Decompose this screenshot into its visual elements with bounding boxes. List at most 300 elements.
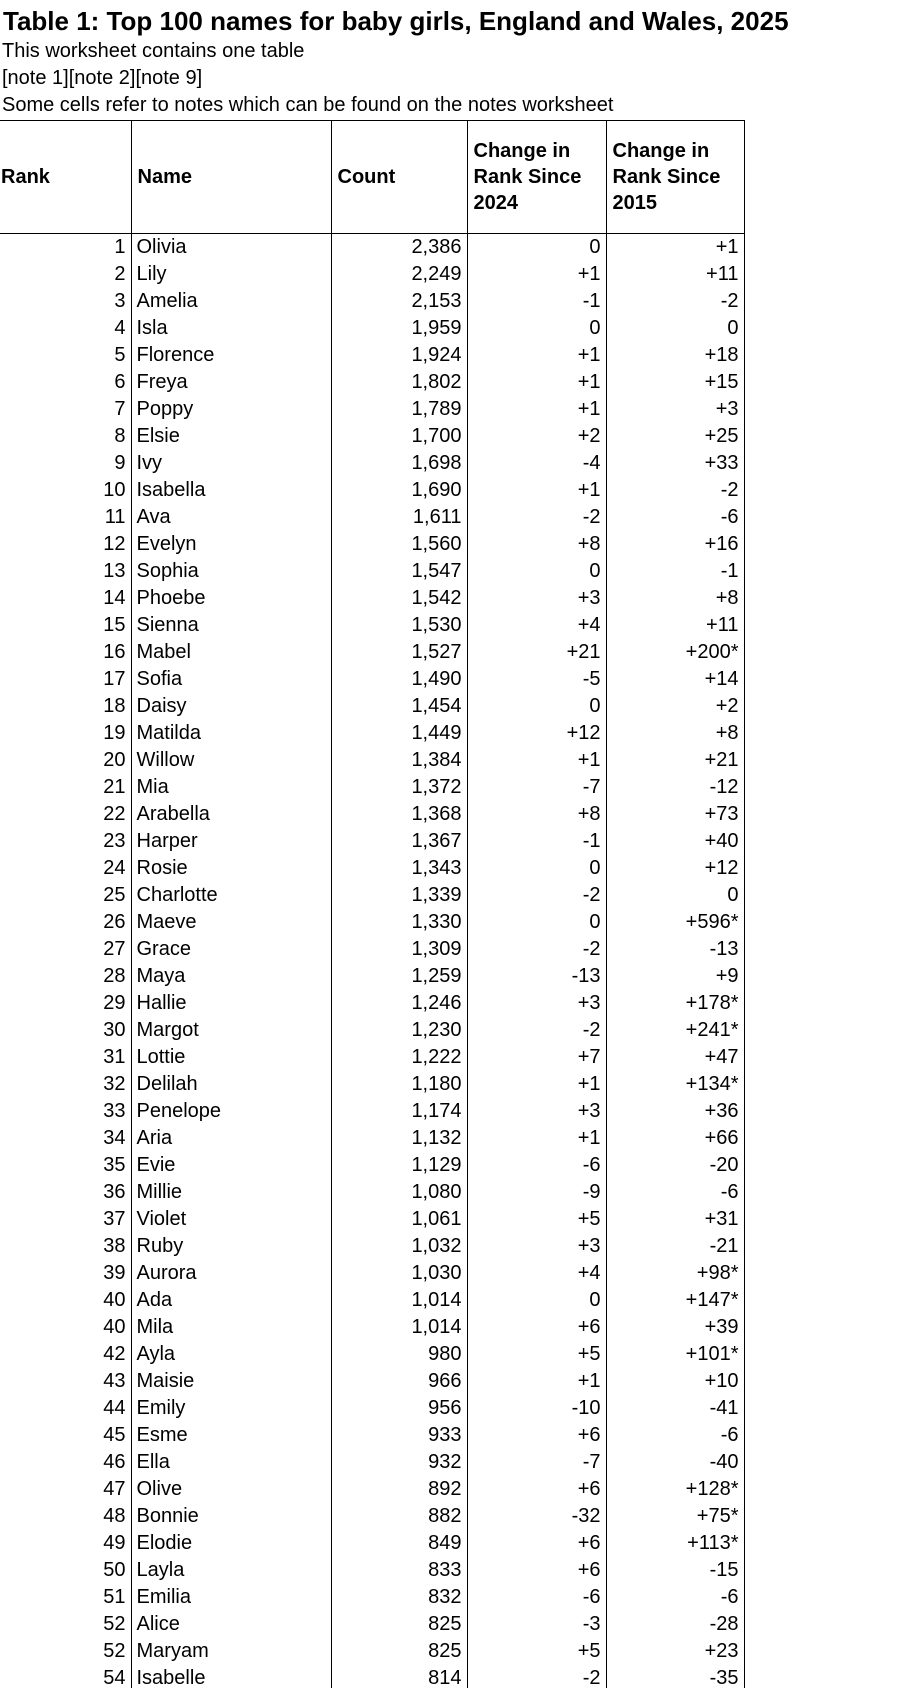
cell-rank[interactable]: 10 [103,479,126,501]
cell-rank[interactable]: 27 [103,938,126,960]
cell-name[interactable]: Matilda [131,720,331,747]
cell-name[interactable]: Isla [131,315,331,342]
cell-change-since-2015[interactable]: -12 [606,774,744,801]
cell-count[interactable]: 1,700 [331,423,467,450]
cell-count[interactable]: 1,061 [331,1206,467,1233]
cell-name[interactable]: Maryam [131,1638,331,1665]
cell-change-since-2015[interactable]: -2 [606,288,744,315]
cell-count[interactable]: 1,454 [331,693,467,720]
cell-rank[interactable]: 13 [103,560,126,582]
table-row [0,1017,744,1044]
cell-name[interactable]: Lottie [131,1044,331,1071]
cell-change-since-2024[interactable]: +21 [467,639,606,666]
cell-change-since-2024[interactable]: 0 [467,1287,606,1314]
cell-change-since-2024[interactable]: -1 [467,288,606,315]
cell-rank[interactable]: 51 [103,1586,126,1608]
cell-count[interactable]: 1,690 [331,477,467,504]
cell-change-since-2024[interactable]: +1 [467,396,606,423]
cell-rank[interactable]: 25 [103,884,126,906]
cell-change-since-2015[interactable]: +47 [606,1044,744,1071]
cell-change-since-2015[interactable]: +75* [606,1503,744,1530]
cell-rank[interactable]: 47 [103,1478,126,1500]
cell-name[interactable]: Mia [131,774,331,801]
cell-change-since-2024[interactable]: +3 [467,1098,606,1125]
cell-rank[interactable]: 12 [103,533,126,555]
cell-count[interactable]: 2,386 [331,234,467,262]
cell-rank[interactable]: 34 [103,1127,126,1149]
cell-name[interactable]: Sofia [131,666,331,693]
cell-count[interactable]: 1,527 [331,639,467,666]
cell-change-since-2015[interactable]: +23 [606,1638,744,1665]
cell-change-since-2024[interactable]: +7 [467,1044,606,1071]
cell-name[interactable]: Emily [131,1395,331,1422]
cell-rank[interactable]: 21 [103,776,126,798]
cell-name[interactable]: Freya [131,369,331,396]
cell-change-since-2024[interactable]: +1 [467,1125,606,1152]
cell-change-since-2015[interactable]: -40 [606,1449,744,1476]
cell-name[interactable]: Margot [131,1017,331,1044]
cell-count[interactable]: 882 [331,1503,467,1530]
header-name[interactable]: Name [131,121,331,234]
cell-change-since-2024[interactable]: -1 [467,828,606,855]
cell-rank[interactable]: 52 [103,1640,126,1662]
cell-change-since-2024[interactable]: +3 [467,990,606,1017]
cell-name[interactable]: Ruby [131,1233,331,1260]
cell-name[interactable]: Ada [131,1287,331,1314]
cell-rank[interactable]: 50 [103,1559,126,1581]
cell-name[interactable]: Bonnie [131,1503,331,1530]
cell-change-since-2015[interactable]: +39 [606,1314,744,1341]
cell-name[interactable]: Poppy [131,396,331,423]
cell-change-since-2024[interactable]: +1 [467,747,606,774]
cell-change-since-2024[interactable]: +5 [467,1206,606,1233]
cell-change-since-2024[interactable]: -2 [467,882,606,909]
cell-rank[interactable]: 3 [114,290,126,312]
cell-name[interactable]: Charlotte [131,882,331,909]
cell-count[interactable]: 1,174 [331,1098,467,1125]
cell-count[interactable]: 1,924 [331,342,467,369]
cell-name[interactable]: Hallie [131,990,331,1017]
cell-count[interactable]: 1,230 [331,1017,467,1044]
cell-name[interactable]: Lily [131,261,331,288]
cell-change-since-2015[interactable]: +241* [606,1017,744,1044]
cell-name[interactable]: Layla [131,1557,331,1584]
cell-rank[interactable]: 43 [103,1370,126,1392]
cell-change-since-2015[interactable]: +25 [606,423,744,450]
cell-change-since-2024[interactable]: +1 [467,1368,606,1395]
cell-change-since-2024[interactable]: +3 [467,585,606,612]
cell-change-since-2024[interactable]: 0 [467,315,606,342]
cell-count[interactable]: 1,080 [331,1179,467,1206]
cell-count[interactable]: 2,249 [331,261,467,288]
cell-change-since-2015[interactable]: -1 [606,558,744,585]
table-row [0,531,744,558]
cell-count[interactable]: 1,030 [331,1260,467,1287]
cell-rank[interactable]: 4 [114,317,126,339]
cell-rank[interactable]: 6 [114,371,126,393]
cell-count[interactable]: 1,309 [331,936,467,963]
cell-name[interactable]: Olive [131,1476,331,1503]
cell-change-since-2024[interactable]: +6 [467,1314,606,1341]
cell-count[interactable]: 1,032 [331,1233,467,1260]
cell-change-since-2024[interactable]: -5 [467,666,606,693]
cell-change-since-2015[interactable]: +31 [606,1206,744,1233]
cell-change-since-2024[interactable]: +6 [467,1422,606,1449]
cell-rank[interactable]: 30 [103,1019,126,1041]
cell-name[interactable]: Ivy [131,450,331,477]
cell-rank[interactable]: 7 [114,398,126,420]
cell-rank[interactable]: 54 [103,1667,126,1688]
cell-change-since-2015[interactable]: -28 [606,1611,744,1638]
cell-change-since-2024[interactable]: +1 [467,261,606,288]
cell-rank[interactable]: 44 [103,1397,126,1419]
cell-name[interactable]: Mila [131,1314,331,1341]
cell-count[interactable]: 1,547 [331,558,467,585]
cell-rank[interactable]: 29 [103,992,126,1014]
cell-name[interactable]: Maeve [131,909,331,936]
cell-change-since-2024[interactable]: +8 [467,531,606,558]
cell-name[interactable]: Penelope [131,1098,331,1125]
cell-name[interactable]: Aria [131,1125,331,1152]
cell-change-since-2024[interactable]: -7 [467,774,606,801]
cell-name[interactable]: Elodie [131,1530,331,1557]
cell-change-since-2015[interactable]: -35 [606,1665,744,1688]
cell-change-since-2015[interactable]: +8 [606,585,744,612]
cell-name[interactable]: Daisy [131,693,331,720]
cell-change-since-2015[interactable]: +12 [606,855,744,882]
table-body [0,234,744,1688]
cell-change-since-2015[interactable]: +134* [606,1071,744,1098]
cell-name[interactable]: Evelyn [131,531,331,558]
table-row [0,882,744,909]
cell-count[interactable]: 1,014 [331,1287,467,1314]
cell-count[interactable]: 980 [331,1341,467,1368]
cell-change-since-2015[interactable]: +147* [606,1287,744,1314]
cell-name[interactable]: Rosie [131,855,331,882]
cell-change-since-2024[interactable]: +8 [467,801,606,828]
cell-rank[interactable]: 38 [103,1235,126,1257]
cell-change-since-2015[interactable]: +8 [606,720,744,747]
table-row [0,747,744,774]
cell-count[interactable]: 825 [331,1611,467,1638]
cell-count[interactable]: 1,959 [331,315,467,342]
table-row [0,342,744,369]
cell-name[interactable]: Isabelle [131,1665,331,1688]
cell-rank[interactable]: 32 [103,1073,126,1095]
cell-count[interactable]: 892 [331,1476,467,1503]
cell-change-since-2024[interactable]: -7 [467,1449,606,1476]
cell-change-since-2024[interactable]: -2 [467,1017,606,1044]
cell-change-since-2015[interactable]: +3 [606,396,744,423]
table-row [0,1665,744,1688]
cell-change-since-2024[interactable]: +5 [467,1341,606,1368]
cell-change-since-2024[interactable]: +6 [467,1530,606,1557]
cell-change-since-2024[interactable]: 0 [467,909,606,936]
cell-count[interactable]: 1,222 [331,1044,467,1071]
cell-count[interactable]: 825 [331,1638,467,1665]
cell-count[interactable]: 832 [331,1584,467,1611]
cell-change-since-2015[interactable]: 0 [606,315,744,342]
cell-name[interactable]: Millie [131,1179,331,1206]
cell-name[interactable]: Ayla [131,1341,331,1368]
cell-rank[interactable]: 19 [103,722,126,744]
cell-rank[interactable]: 35 [103,1154,126,1176]
table-row [0,720,744,747]
cell-rank[interactable]: 46 [103,1451,126,1473]
cell-change-since-2015[interactable]: -2 [606,477,744,504]
cell-name[interactable]: Ella [131,1449,331,1476]
cell-name[interactable]: Arabella [131,801,331,828]
cell-count[interactable]: 1,339 [331,882,467,909]
cell-change-since-2015[interactable]: +128* [606,1476,744,1503]
header-change-since-2024[interactable]: Change in Rank Since 2024 [467,121,606,234]
table-row [0,1098,744,1125]
cell-count[interactable]: 932 [331,1449,467,1476]
cell-change-since-2015[interactable]: -21 [606,1233,744,1260]
cell-count[interactable]: 1,180 [331,1071,467,1098]
cell-change-since-2024[interactable]: +1 [467,342,606,369]
cell-rank[interactable]: 2 [114,263,126,285]
cell-change-since-2015[interactable]: +113* [606,1530,744,1557]
cell-name[interactable]: Willow [131,747,331,774]
cell-count[interactable]: 956 [331,1395,467,1422]
header-change-since-2015[interactable]: Change in Rank Since 2015 [606,121,744,234]
cell-name[interactable]: Delilah [131,1071,331,1098]
notes-reference: [note 1][note 2][note 9] [2,67,203,89]
cell-change-since-2015[interactable]: +98* [606,1260,744,1287]
cell-name[interactable]: Olivia [131,234,331,262]
cell-change-since-2024[interactable]: -10 [467,1395,606,1422]
cell-change-since-2015[interactable]: 0 [606,882,744,909]
cell-count[interactable]: 1,698 [331,450,467,477]
cell-change-since-2024[interactable]: 0 [467,855,606,882]
header-count[interactable]: Count [331,121,467,234]
cell-count[interactable]: 1,560 [331,531,467,558]
cell-count[interactable]: 1,449 [331,720,467,747]
cell-name[interactable]: Violet [131,1206,331,1233]
cell-change-since-2024[interactable]: 0 [467,693,606,720]
cell-name[interactable]: Florence [131,342,331,369]
cell-change-since-2015[interactable]: +15 [606,369,744,396]
table-row [0,1071,744,1098]
cell-rank[interactable]: 37 [103,1208,126,1230]
cell-change-since-2024[interactable]: -32 [467,1503,606,1530]
cell-rank[interactable]: 31 [103,1046,126,1068]
table-row [0,666,744,693]
cell-rank[interactable]: 42 [103,1343,126,1365]
cell-name[interactable]: Emilia [131,1584,331,1611]
cell-count[interactable]: 1,343 [331,855,467,882]
cell-change-since-2015[interactable]: +178* [606,990,744,1017]
cell-rank[interactable]: 26 [103,911,126,933]
table-title: Table 1: Top 100 names for baby girls, England and Wales, 2025 [3,6,789,36]
cell-change-since-2015[interactable]: +1 [606,234,744,262]
cell-count[interactable]: 1,542 [331,585,467,612]
cell-count[interactable]: 2,153 [331,288,467,315]
cell-count[interactable]: 1,530 [331,612,467,639]
cell-change-since-2024[interactable]: -6 [467,1152,606,1179]
table-row [0,1557,744,1584]
cell-rank[interactable]: 33 [103,1100,126,1122]
cell-count[interactable]: 1,014 [331,1314,467,1341]
cell-change-since-2015[interactable]: +596* [606,909,744,936]
cell-count[interactable]: 833 [331,1557,467,1584]
cell-rank[interactable]: 9 [114,452,126,474]
cell-change-since-2024[interactable]: +6 [467,1557,606,1584]
cell-change-since-2015[interactable]: +11 [606,261,744,288]
cell-change-since-2024[interactable]: +1 [467,369,606,396]
cell-rank[interactable]: 45 [103,1424,126,1446]
cell-change-since-2015[interactable]: -6 [606,1422,744,1449]
cell-count[interactable]: 1,246 [331,990,467,1017]
cell-rank[interactable]: 17 [103,668,126,690]
table-row [0,990,744,1017]
cell-rank[interactable]: 39 [103,1262,126,1284]
cell-change-since-2015[interactable]: +66 [606,1125,744,1152]
cell-count[interactable]: 1,789 [331,396,467,423]
cell-count[interactable]: 933 [331,1422,467,1449]
cell-name[interactable]: Grace [131,936,331,963]
cell-count[interactable]: 1,802 [331,369,467,396]
cell-change-since-2015[interactable]: +16 [606,531,744,558]
cell-count[interactable]: 1,367 [331,828,467,855]
cell-name[interactable]: Sienna [131,612,331,639]
table-row [0,504,744,531]
cell-rank[interactable]: 22 [103,803,126,825]
cell-name[interactable]: Aurora [131,1260,331,1287]
cell-change-since-2015[interactable]: +11 [606,612,744,639]
cell-name[interactable]: Evie [131,1152,331,1179]
cell-change-since-2015[interactable]: +40 [606,828,744,855]
cell-count[interactable]: 1,330 [331,909,467,936]
table-row [0,1530,744,1557]
cell-change-since-2024[interactable]: 0 [467,558,606,585]
cell-change-since-2015[interactable]: -13 [606,936,744,963]
cell-change-since-2015[interactable]: -15 [606,1557,744,1584]
cell-rank[interactable]: 8 [114,425,126,447]
worksheet-description: This worksheet contains one table [2,40,305,62]
cell-name[interactable]: Sophia [131,558,331,585]
cell-change-since-2024[interactable]: +5 [467,1638,606,1665]
cell-change-since-2024[interactable]: +3 [467,1233,606,1260]
cell-change-since-2015[interactable]: -41 [606,1395,744,1422]
cell-change-since-2015[interactable]: -6 [606,1584,744,1611]
cell-change-since-2015[interactable]: +200* [606,639,744,666]
cell-change-since-2015[interactable]: +2 [606,693,744,720]
cell-rank[interactable]: 18 [103,695,126,717]
cell-name[interactable]: Phoebe [131,585,331,612]
cell-change-since-2024[interactable]: 0 [467,234,606,262]
cell-count[interactable]: 1,129 [331,1152,467,1179]
cell-change-since-2024[interactable]: -6 [467,1584,606,1611]
cell-change-since-2024[interactable]: -2 [467,936,606,963]
cell-name[interactable]: Harper [131,828,331,855]
cell-rank[interactable]: 28 [103,965,126,987]
cell-rank[interactable]: 14 [103,587,126,609]
cell-rank[interactable]: 20 [103,749,126,771]
cell-rank[interactable]: 11 [104,506,126,528]
cell-change-since-2015[interactable]: +10 [606,1368,744,1395]
cell-name[interactable]: Alice [131,1611,331,1638]
cell-change-since-2024[interactable]: +6 [467,1476,606,1503]
table-row [0,1206,744,1233]
cell-name[interactable]: Maya [131,963,331,990]
cell-rank[interactable]: 24 [103,857,126,879]
cell-change-since-2024[interactable]: +2 [467,423,606,450]
cell-change-since-2024[interactable]: -2 [467,504,606,531]
cell-change-since-2015[interactable]: +21 [606,747,744,774]
cell-change-since-2015[interactable]: +33 [606,450,744,477]
cell-name[interactable]: Elsie [131,423,331,450]
cell-count[interactable]: 814 [331,1665,467,1688]
cell-change-since-2024[interactable]: -13 [467,963,606,990]
cell-count[interactable]: 1,372 [331,774,467,801]
table-row [0,315,744,342]
cell-name[interactable]: Ava [131,504,331,531]
cell-name[interactable]: Isabella [131,477,331,504]
cell-rank[interactable]: 36 [103,1181,126,1203]
cell-change-since-2024[interactable]: +12 [467,720,606,747]
cell-rank[interactable]: 1 [114,236,126,258]
cell-change-since-2015[interactable]: -20 [606,1152,744,1179]
cell-count[interactable]: 1,384 [331,747,467,774]
cell-change-since-2024[interactable]: -9 [467,1179,606,1206]
cell-change-since-2015[interactable]: +14 [606,666,744,693]
cell-count[interactable]: 1,490 [331,666,467,693]
cell-change-since-2015[interactable]: +18 [606,342,744,369]
cell-rank[interactable]: 16 [103,641,126,663]
cell-count[interactable]: 849 [331,1530,467,1557]
cell-name[interactable]: Esme [131,1422,331,1449]
cell-rank[interactable]: 48 [103,1505,126,1527]
table-row [0,1125,744,1152]
cell-change-since-2015[interactable]: +36 [606,1098,744,1125]
cell-count[interactable]: 966 [331,1368,467,1395]
cell-change-since-2024[interactable]: +1 [467,1071,606,1098]
cell-rank[interactable]: 52 [103,1613,126,1635]
cell-rank[interactable]: 23 [103,830,126,852]
table-row [0,558,744,585]
cell-change-since-2015[interactable]: +9 [606,963,744,990]
cell-change-since-2015[interactable]: -6 [606,504,744,531]
cell-count[interactable]: 1,368 [331,801,467,828]
header-rank[interactable]: Rank [0,121,131,234]
cell-name[interactable]: Amelia [131,288,331,315]
table-row [0,288,744,315]
cell-rank[interactable]: 5 [114,344,126,366]
cell-change-since-2024[interactable]: -4 [467,450,606,477]
cell-name[interactable]: Maisie [131,1368,331,1395]
cell-name[interactable]: Mabel [131,639,331,666]
cell-rank[interactable]: 15 [103,614,126,636]
cell-rank[interactable]: 49 [103,1532,126,1554]
cell-change-since-2024[interactable]: +4 [467,1260,606,1287]
cell-change-since-2024[interactable]: +4 [467,612,606,639]
cell-count[interactable]: 1,611 [331,504,467,531]
cell-change-since-2015[interactable]: -6 [606,1179,744,1206]
table-row [0,1368,744,1395]
cell-count[interactable]: 1,132 [331,1125,467,1152]
cell-change-since-2024[interactable]: +1 [467,477,606,504]
cell-rank[interactable]: 40 [103,1316,126,1338]
cell-change-since-2024[interactable]: -3 [467,1611,606,1638]
cell-rank[interactable]: 40 [103,1289,126,1311]
cell-change-since-2024[interactable]: -2 [467,1665,606,1688]
cell-count[interactable]: 1,259 [331,963,467,990]
table-row [0,477,744,504]
cell-change-since-2015[interactable]: +73 [606,801,744,828]
cell-change-since-2015[interactable]: +101* [606,1341,744,1368]
